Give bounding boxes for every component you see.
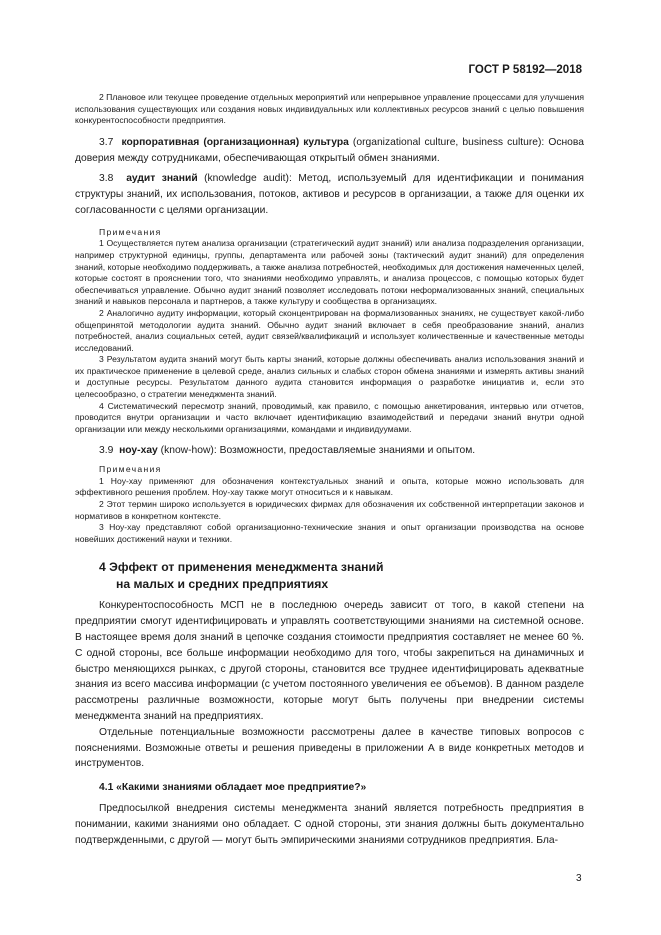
notes-heading: Примечания (99, 226, 162, 237)
term-number: 3.8 (99, 173, 114, 185)
note-item: 3 Результатом аудита знаний могут быть карты знаний, которые должны обеспечивать анализ использования знаний и их практическое применение в целевой среде, анализ сильных и слабых сторон обмена знаниями и измерять активы знаний и доступные ресурсы. Результатом данного аудита становится информация о разработке инициатив и, если это целесообразно, о стратегии менеджмента знаний. (75, 354, 584, 400)
note-item: 2 Этот термин широко используется в юридических фирмах для обозначения их собственной интерпретации законов и нормативов в конкретном контексте. (75, 499, 584, 521)
term-3-8 (75, 171, 584, 218)
subsection-heading-4-1: 4.1 «Какими знаниями обладает мое предприятие?» (99, 782, 367, 794)
term-3-7 (75, 135, 584, 167)
page-number: 3 (576, 873, 582, 884)
section-paragraph: Конкурентоспособность МСП не в последнюю очередь зависит от того, в какой степени на предприятии смогут идентифицировать и управлять соответствующими знаниями на системной основе. В настоящее время доля знаний в цепочке создания стоимости предприятия составляет не менее 60 %. С одной стороны, все больше информации необходимо для того, чтобы закрепиться на динамичных и быстро меняющихся рынках, с другой стороны, становится все труднее идентифицировать адекватные знания из всего массива информации (с учетом постоянного увеличения ее объемов). В данном разделе рассмотрены различные возможности, которые могут быть получены при внедрении системы менеджмента знаний на предприятиях. (75, 600, 584, 722)
section-heading-line: 4 Эффект от применения менеджмента знаний (99, 560, 384, 575)
term-name: корпоративная (организационная) культура (121, 136, 349, 148)
note-item: 3 Ноу-хау представляют собой организационно-технические знания и опыт организации производства на основе новейших достижений науки и техники. (75, 522, 584, 544)
standard-header: ГОСТ Р 58192—2018 (468, 64, 582, 76)
notes-heading: Примечания (99, 464, 162, 475)
definition-item-2: 2 Плановое или текущее проведение отдельных мероприятий или непрерывное управление процессами для улучшения использования существующих или создания новых индивидуальных или коллективных ресурсов знаний с целью повышения конкурентоспособности предприятия. (75, 92, 584, 126)
section-paragraph: Отдельные потенциальные возможности рассмотрены далее в качестве типовых вопросов с пояснениями. Возможные ответы и решения приведены в приложении А в виде конкретных методов и инструментов. (75, 726, 584, 770)
note-item: 2 Аналогично аудиту информации, который сконцентрирован на формализованных знаниях, не существует какой-либо общепринятой методологии аудита знаний. Обычно аудит знаний включает в себя преобразование знаний, анализ потребностей, анализ социальных сетей, аудит связей/квалификаций и использует количественные и качественные методы исследований. (75, 307, 584, 353)
term-definition: (know-how): Возможности, предоставляемые знаниями и опытом. (157, 445, 476, 457)
section-heading-line: на малых и средних предприятиях (116, 577, 329, 592)
term-number: 3.9 (99, 445, 114, 457)
document-body (75, 92, 584, 848)
term-definition: (organizational culture, business culture): Основа доверия между сотрудниками, обеспечивающая открытый обмен знаниями. (75, 136, 584, 164)
subsection-paragraph: Предпосылкой внедрения системы менеджмента знаний является потребность предприятия в понимании, какими знаниями оно обладает. С одной стороны, эти знания должны быть документально подтвержденными, с другой — могут быть эмпирическими знаниями сотрудников предприятия. Бла- (75, 802, 584, 846)
term-3-9 (75, 443, 584, 459)
term-name: ноу-хау (119, 445, 158, 457)
note-item: 1 Осуществляется путем анализа организации (стратегический аудит знаний) или анализа подразделения организации, например структурной единицы, группы, департамента или рабочей зоны (тактический аудит знаний) для определения знаний, которые необходимо поддерживать, а также анализа потребностей, необходимых для достижения намеченных целей, которые состоят в прояснении того, что знаниями необходимо управлять, и анализа процессов, с помощью которых будет обеспечиваться управление. Обычно аудит знаний позволяет исследовать потоки неформализованных знаний, специальных знаний и навыков персонала и партнеров, а также культуру и сообщества в организациях. (75, 238, 584, 307)
note-item: 4 Систематический пересмотр знаний, проводимый, как правило, с помощью анкетирования, интервью или отчетов, проводится внутри организации и часто включает идентификацию взаимодействий и передачи знаний внутри одной организации или между несколькими организациями, командами и индивидуумами. (75, 400, 584, 434)
term-definition: (knowledge audit): Метод, используемый для идентификации и понимания структуры знаний, их использования, потоков, активов и ресурсов в организации, а также для оценки их согласованности с целями организации. (75, 173, 584, 216)
term-name: аудит знаний (126, 173, 198, 185)
note-item: 1 Ноу-хау применяют для обозначения контекстуальных знаний и опыта, которые можно использовать для эффективного решения проблем. Ноу-хау также могут относиться и к навыкам. (75, 475, 584, 498)
term-number: 3.7 (99, 136, 114, 148)
section-heading-4 (75, 559, 584, 593)
